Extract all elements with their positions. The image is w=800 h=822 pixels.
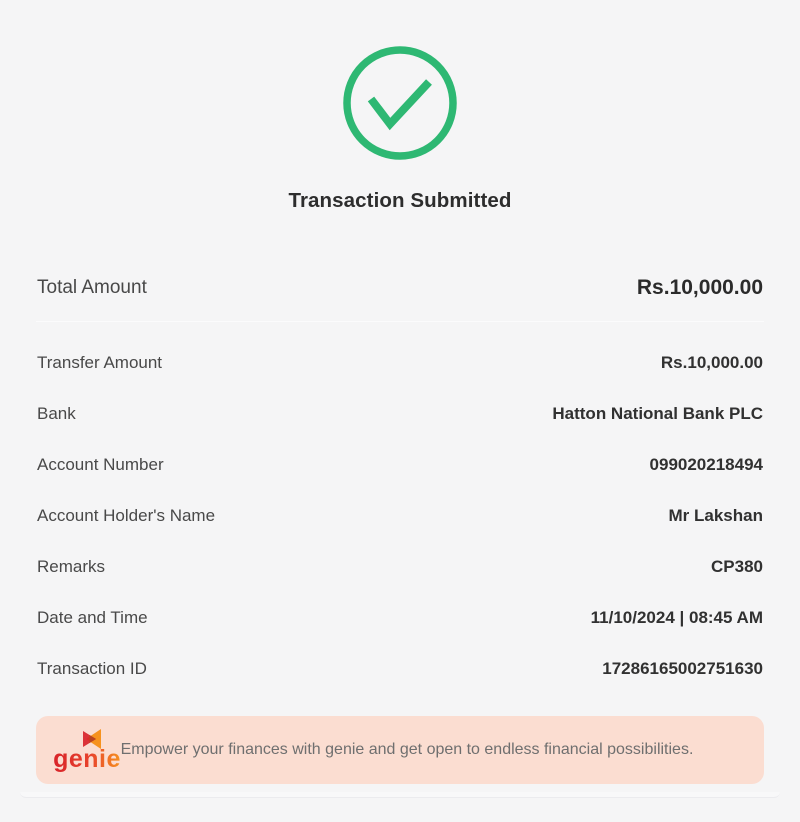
detail-label: Remarks	[37, 556, 106, 576]
detail-value: Rs.10,000.00	[660, 352, 763, 372]
table-row	[0, 439, 800, 490]
detail-value: 11/10/2024 | 08:45 AM	[590, 607, 763, 627]
detail-value: 099020218494	[649, 454, 763, 474]
genie-wordmark: genie	[53, 744, 121, 773]
table-row	[0, 490, 800, 541]
promo-message: Empower your finances with genie and get open to endless financial possibilities.	[120, 741, 694, 758]
section-divider	[36, 321, 764, 322]
detail-label: Account Holder's Name	[37, 505, 216, 525]
detail-label: Transfer Amount	[37, 352, 163, 372]
transaction-details-list	[0, 337, 800, 694]
card-bottom-edge	[20, 792, 780, 798]
detail-label: Date and Time	[37, 607, 148, 627]
success-check-icon	[0, 0, 800, 163]
detail-label: Bank	[37, 403, 76, 423]
table-row	[0, 337, 800, 388]
detail-value: Mr Lakshan	[668, 505, 763, 525]
genie-promo-banner[interactable]	[36, 716, 764, 784]
total-amount-value: Rs.10,000.00	[636, 276, 763, 299]
total-amount-row	[0, 263, 800, 313]
page-title: Transaction Submitted	[288, 189, 512, 212]
detail-label: Account Number	[37, 454, 164, 474]
detail-label: Transaction ID	[37, 658, 147, 678]
detail-value: 17286165002751630	[602, 658, 763, 678]
table-row	[0, 388, 800, 439]
table-row	[0, 643, 800, 694]
table-row	[0, 592, 800, 643]
genie-logo	[53, 729, 121, 773]
table-row	[0, 541, 800, 592]
total-amount-label: Total Amount	[37, 277, 147, 298]
detail-value: Hatton National Bank PLC	[552, 403, 763, 423]
detail-value: CP380	[711, 556, 763, 576]
